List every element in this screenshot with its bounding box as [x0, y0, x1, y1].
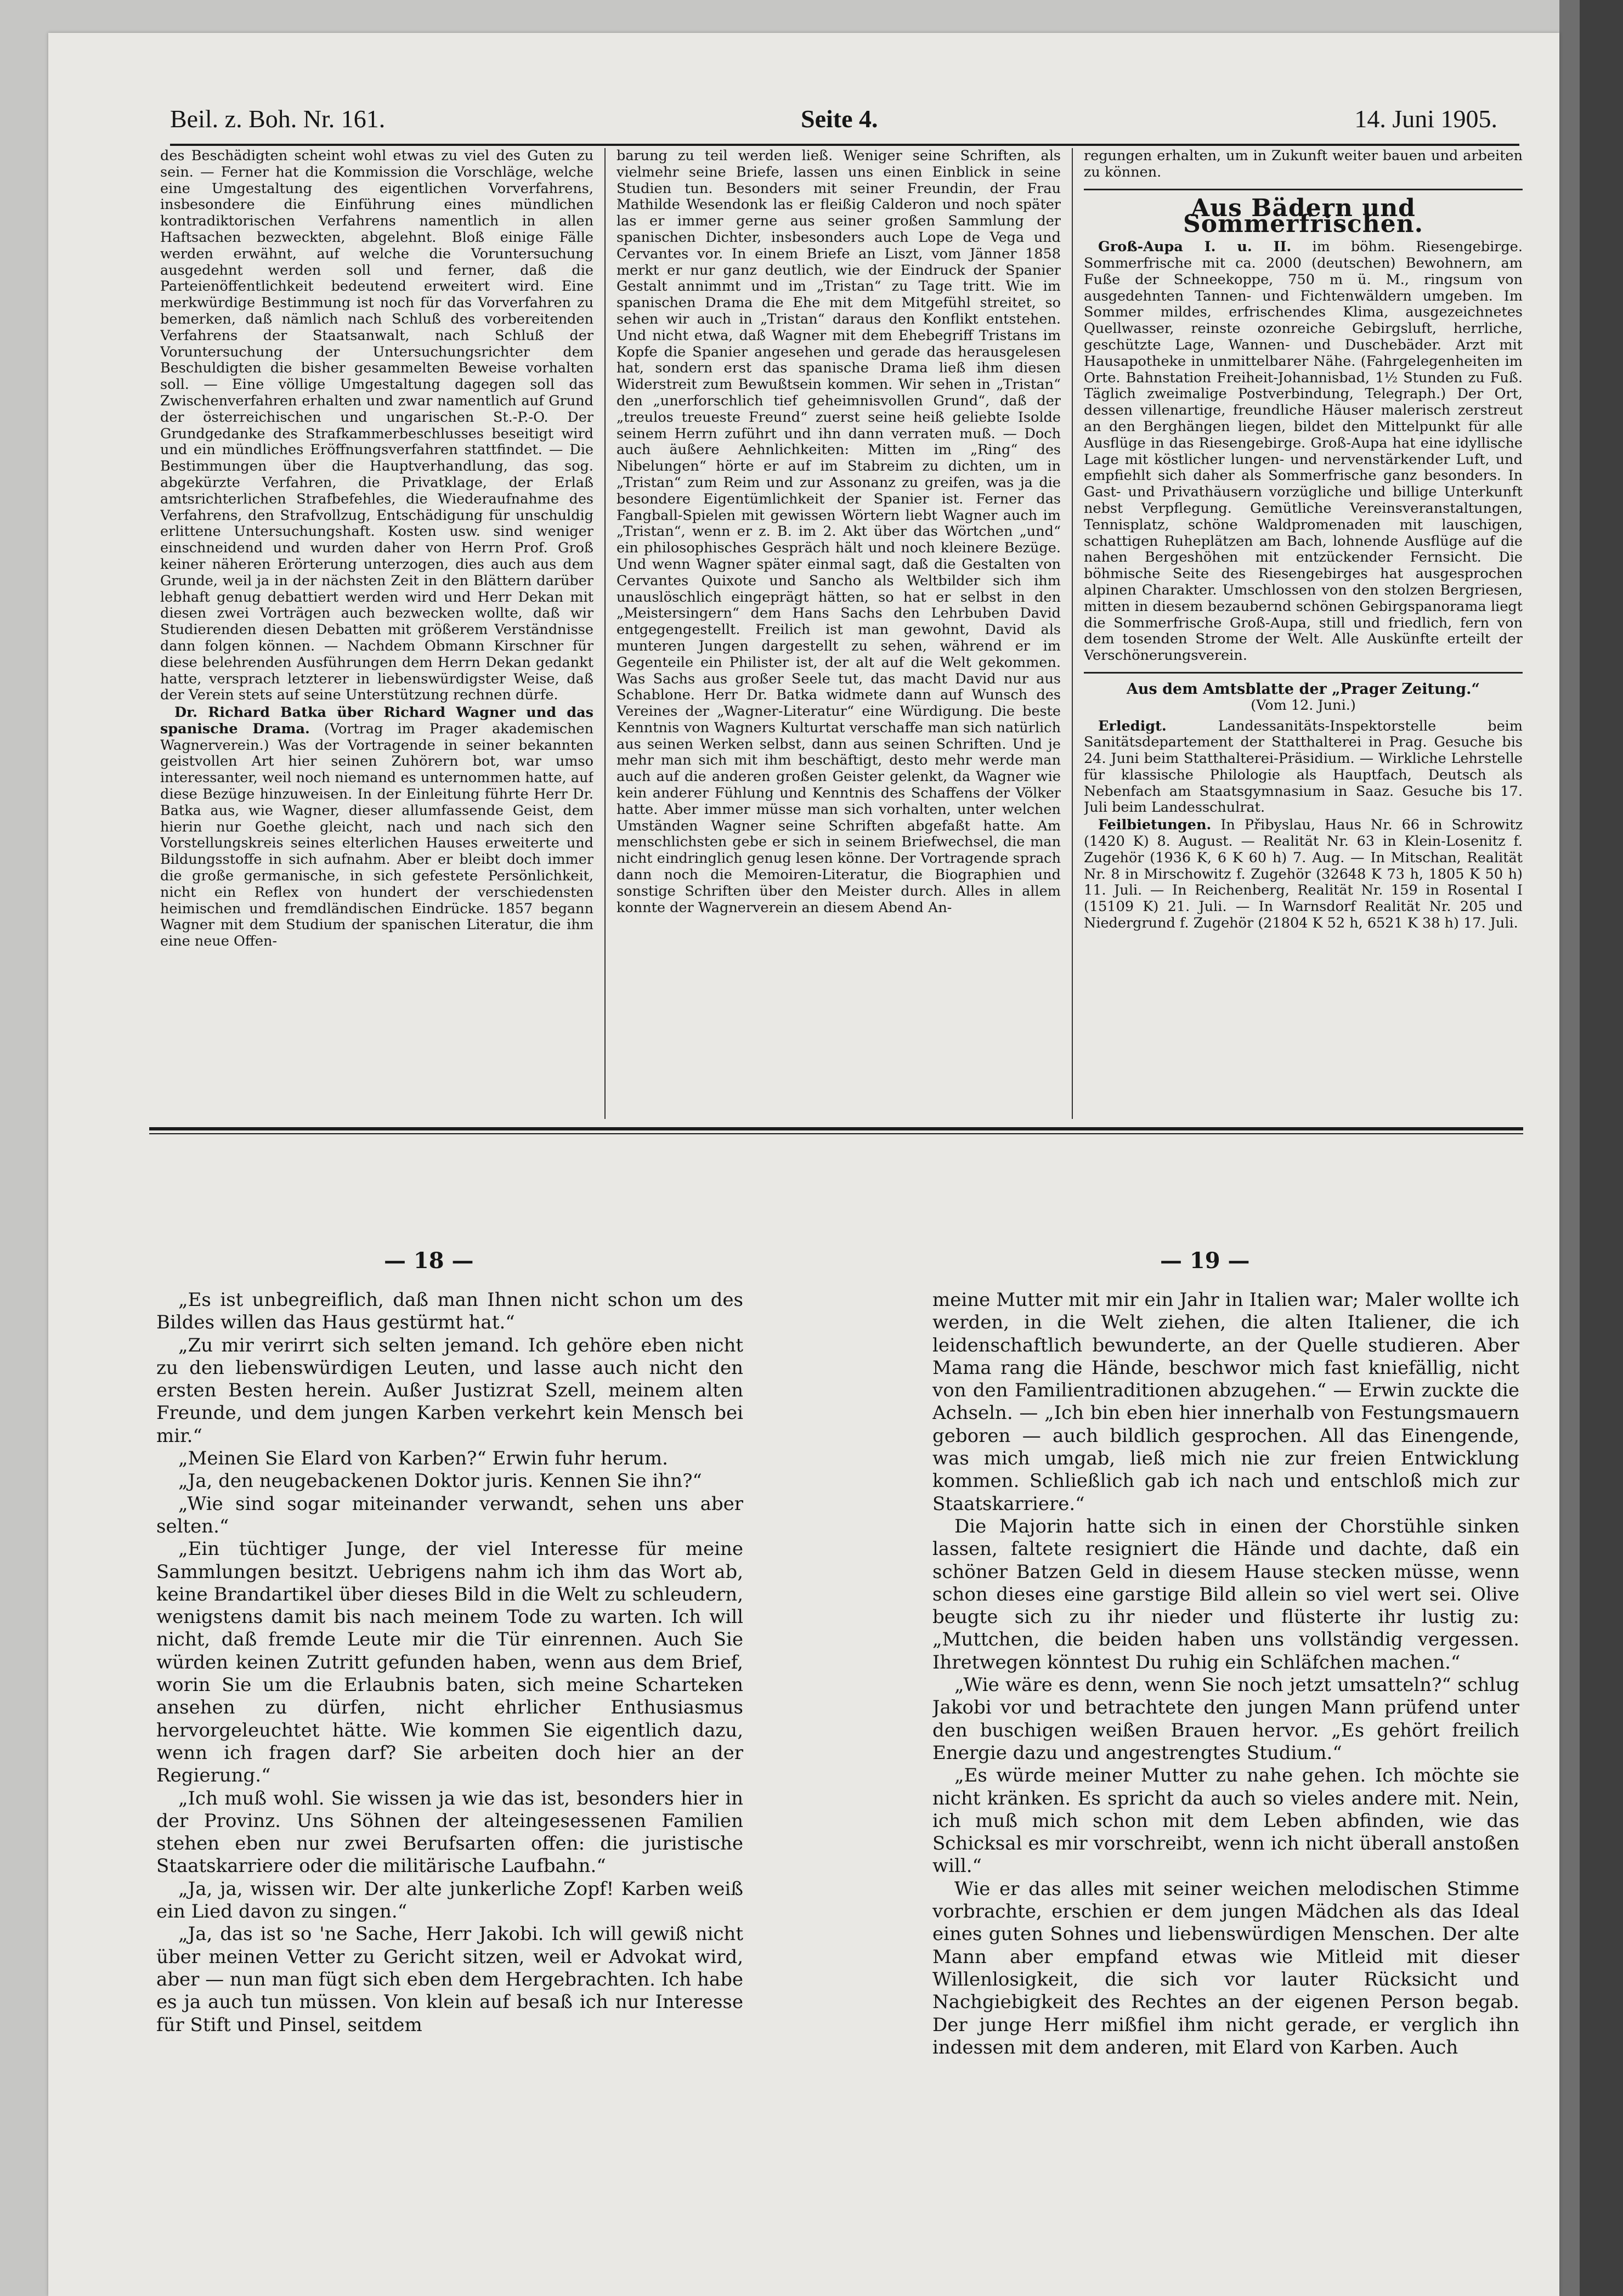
col3-paragraph-3-lead: Feilbietungen. [1098, 817, 1212, 834]
feuilleton-right-paragraph: „Wie wäre es denn, wenn Sie noch jetzt umsatteln?“ schlug Jakobi vor und betrachtete den jungen Mann prüfend unter den buschigen weißen Brauen hervor. „Es gehört freilich Energie dazu und angestrengtes Studium.“ [932, 1674, 1519, 1764]
col1-paragraph-2 [160, 705, 593, 950]
column-divider-2 [1072, 148, 1073, 1119]
section-title-amtsblatt: Aus dem Amtsblatte der „Prager Zeitung.“ [1126, 680, 1480, 698]
column-divider-1 [604, 148, 606, 1119]
header-date: 14. Juni 1905. [1354, 105, 1497, 133]
feuilleton-right-paragraph: Wie er das alles mit seiner weichen melodischen Stimme vorbrachte, erschien er dem jungen Mädchen als das Ideal eines guten Sohnes und liebenswürdigen Menschen. Der alte Mann aber empfand etwas wie Mitleid mit dieser Willenlosigkeit, die sich vor lauter Rücksicht und Nachgiebigkeit des Rechtes an der eigenen Person begab. Der junge Herr mißfiel ihm nicht gerade, er verglich ihn indessen mit dem anderen, mit Elard von Karben. Auch [932, 1877, 1519, 2059]
feuilleton-page-number-right: — 19 — [1160, 1248, 1250, 1274]
col1-paragraph-2-lead: Dr. Richard Batka über Richard Wagner und das spanische Drama. [160, 704, 593, 737]
page-header [126, 104, 1514, 143]
column-1 [160, 148, 593, 1119]
header-issue: Beil. z. Boh. Nr. 161. [170, 105, 386, 133]
col3-paragraph-1-body: im böhm. Riesengebirge. Sommerfrische mit ca. 2000 (deutschen) Bewohnern, am Fuße der Schneekoppe, 750 m ü. M., ringsum von ausgedehnten Tannen- und Fichtenwäldern umgeben. Im Sommer mildes, erfrischendes Klima, ausgezeichnetes Quellwasser, reinste ozonreiche Gebirgsluft, herrliche, geschützte Lage, Wannen- und Duschebäder. Arzt mit Hausapotheke in unmittelbarer Nähe. (Fahrgelegenheiten im Orte. Bahnstation Freiheit-Johannisbad, 1½ Stunden zu Fuß. Täglich zweimalige Postverbindung, Telegraph.) Der Ort, dessen villenartige, freundliche Häuser malerisch zerstreut an den Berghängen liegen, bildet den Mittelpunkt für alle Ausflüge in das Riesengebirge. Groß-Aupa hat eine idyllische Lage mit köstlicher lungen- und nervenstärkender Luft, und empfiehlt sich daher als Sommerfrische ganz besonders. In Gast- und Privathäusern vorzügliche und billige Unterkunft nebst Verpflegung. Gemütliche Vereinsveranstaltungen, Tennisplatz, schöne Waldpromenaden mit lauschigen, schattigen Ruheplätzen am Bach, lohnende Ausflüge auf die nahen Bergeshöhen mit entzückender Fernsicht. Die böhmische Seite des Riesengebirges hat ausgesprochen alpinen Charakter. Umschlossen von den stolzen Bergriesen, mitten in diesem bezaubernd schönen Gebirgspanorama liegt die Sommerfrische Groß-Aupa, still und friedlich, fern von dem tosenden Strome der Welt. Alle Auskünfte erteilt der Verschönerungsverein. [1084, 239, 1523, 664]
feuilleton-left-paragraph: „Ja, den neugebackenen Doktor juris. Kennen Sie ihn?“ [178, 1470, 702, 1492]
column-3 [1084, 148, 1523, 1119]
col1-paragraph-2-body: (Vortrag im Prager akademischen Wagnerverein.) Was der Vortragende in seiner bekannten geistvollen Art hier seinen Zuhörern bot, war umso interessanter, weil noch niemand es unternommen hatte, auf diese Bezüge hinzuweisen. In der Einleitung führte Herr Dr. Batka aus, wie Wagner, dieser allumfassende Geist, dem hierin nur Goethe gleicht, nach und nach sich den Vorstellungskreis seines elterlichen Hauses erweiterte und Bildungsstoffe in sich aufnahm. Aber er bleibt doch immer die große germanische, in sich gefestete Persönlichkeit, nicht ein Reflex von hundert der verschiedensten heimischen und fremdländischen Eindrücke. 1857 begann Wagner mit dem Studium der spanischen Literatur, die ihm eine neue Offen- [160, 720, 593, 950]
col3-paragraph-1 [1084, 239, 1523, 664]
col3-paragraph-2 [1084, 719, 1523, 817]
feuilleton-left-paragraph: „Wie sind sogar miteinander verwandt, sehen uns aber selten.“ [156, 1492, 743, 1537]
header-rule [170, 144, 1519, 146]
feuilleton-column-right [932, 1289, 1519, 2145]
scan-binding-shadow [1580, 0, 1623, 2296]
col2-paragraph-1: barung zu teil werden ließ. Weniger seine Schriften, als vielmehr seine Briefe, lassen uns einen Einblick in seine Studien tun. Besonders mit seiner Freundin, der Frau Mathilde Wesendonk las er fleißig Calderon und noch später las er immer gerne aus seiner großen Sammlung der spanischen Dichter, insbesonders auch Lope de Vega und Cervantes vor. In einem Briefe an Liszt, vom Jänner 1858 merkt er nur ganz deutlich, wie der Eindruck der Spanier Gestalt annimmt und im „Tristan“ zu Tage tritt. Wie im spanischen Drama die Ehe mit dem Mitgefühl streitet, so sehen wir auch in „Tristan“ daraus den Konflikt entstehen. Und nicht etwa, daß Wagner mit dem Ehebegriff Tristans im Kopfe die Spanier angesehen und gerade das herausgelesen hat, sondern erst das spanische Drama ließ ihm diesen Widerstreit zum Bewußtsein kommen. Wir sehen in „Tristan“ den „unerforschlich tief geheimnisvollen Grund“, daß der „treulos treueste Freund“ zuerst seine heiß geliebte Isolde seinem Herrn zuführt und ihn dann verraten muß. — Doch auch äußere Aehnlichkeiten: Mitten im „Ring“ des Nibelungen“ hörte er auf im Stabreim zu dichten, um in „Tristan“ zum Reim und zur Assonanz zu greifen, was ja die besondere Eigentümlichkeit der Spanier ist. Ferner das Fangball-Spielen mit gewissen Wörtern liebt Wagner auch im „Tristan“, wenn er z. B. im 2. Akt über das Wörtchen „und“ ein philosophisches Gespräch hält und noch kleinere Bezüge. Und wenn Wagner später einmal sagt, daß die Gestalten von Cervantes Quixote und Sancho als Weltbilder sich ihm unauslöschlich eingeprägt hätten, so hat er selbst in den „Meistersingern“ dem Hans Sachs den Lehrbuben David entgegengestellt. Freilich ist man gewohnt, David als munteren Jungen dargestellt zu sehen, während er im Gegenteile ein Philister ist, der alt auf die Welt gekommen. Was Sachs aus großer Seele tut, das macht David nur aus Schablone. Herr Dr. Batka widmete dann auf Wunsch des Vereines der „Wagner-Literatur“ eine Würdigung. Die beste Kenntnis von Wagners Kulturtat verschaffe man sich natürlich aus seinen Werken selbst, dann aus seinen Schriften. Und je mehr man sich mit ihm beschäftigt, desto mehr werde man auch auf die anderen großen Geister gelenkt, da Wagner wie kein anderer Fühlung und Kenntnis des Schaffens der Völker hatte. Aber immer müsse man sich vorhalten, unter welchen Umständen Wagner seine Schriften abgefaßt hatte. Am menschlichsten gebe er sich in seinem Briefwechsel, die man nicht eindringlich genug lesen könne. Der Vortragende sprach dann noch die Memoiren-Literatur, die Biographien und sonstige Schriften über den Meister durch. Alles in allem konnte der Wagnerverein an diesem Abend An- [617, 148, 1061, 916]
col3-rule-2 [1084, 672, 1523, 674]
feuilleton-right-paragraph: „Es würde meiner Mutter zu nahe gehen. Ich möchte sie nicht kränken. Es spricht da auch so vieles andere mit. Nein, ich muß mich schon mit dem Leben abfinden, wie das Schicksal es mir vorschreibt, wenn ich nicht überall anstoßen will.“ [932, 1765, 1519, 1877]
feuilleton-left-paragraph: „Ja, das ist so 'ne Sache, Herr Jakobi. Ich will gewiß nicht über meinen Vetter zu Gericht sitzen, weil er Advokat wird, aber — nun man fügt sich eben dem Hergebrachten. Ich habe es ja auch tun müssen. Von klein auf besaß ich nur Interesse für Stift und Pinsel, seitdem [156, 1923, 743, 2036]
feuilleton-page-number-left: — 18 — [384, 1248, 474, 1274]
feuilleton-left-paragraph: „Meinen Sie Elard von Karben?“ Erwin fuhr herum. [178, 1447, 668, 1470]
section-divider-bottom [149, 1133, 1523, 1134]
section-divider-top [149, 1127, 1523, 1130]
section-title-baeder: Aus Bädern und Sommerfrischen. [1183, 194, 1424, 239]
col3-paragraph-1-lead: Groß-Aupa I. u. II. [1098, 239, 1292, 256]
feuilleton-column-left [156, 1289, 743, 2145]
header-page-number: Seite 4. [801, 105, 878, 133]
feuilleton-left-paragraph: „Ein tüchtiger Junge, der viel Interesse für meine Sammlungen besitzt. Uebrigens nahm ich ihm das Wort ab, keine Brandartikel über dieses Bild in die Welt zu schleudern, wenigstens damit bis nach meinem Tode zu warten. Ich will nicht, daß fremde Leute mir die Tür einrennen. Auch Sie würden keinen Zutritt gefunden haben, wenn aus dem Brief, worin Sie um die Erlaubnis baten, sich meine Scharteken ansehen zu dürfen, nicht ehrlicher Enthusiasmus hervorgeleuchtet hätte. Wie kommen Sie eigentlich dazu, wenn ich fragen darf? Sie arbeiten doch hier an der Regierung.“ [156, 1538, 743, 1787]
col1-paragraph-1: des Beschädigten scheint wohl etwas zu viel des Guten zu sein. — Ferner hat die Kommission die Vorschläge, welche eine Umgestaltung des eigentlichen Vorverfahrens, insbesondere die Einführung eines mündlichen kontradiktorischen Verfahrens namentlich in allen Haftsachen bezweckten, abgelehnt. Bloß einige Fälle werden erwähnt, auf welche die Voruntersuchung ausgedehnt werden soll und ferner, daß die Parteienöffentlichkeit bedeutend erweitert wird. Eine merkwürdige Bestimmung ist noch für das Vorverfahren zu bemerken, daß nämlich nach Schluß des vorbereitenden Verfahrens der Staatsanwalt, nach Schluß der Voruntersuchung der Untersuchungsrichter dem Beschuldigten die bisher gesammelten Beweise vorhalten soll. — Eine völlige Umgestaltung dagegen soll das Zwischenverfahren erhalten und zwar namentlich auf Grund der österreichischen und ungarischen St.-P.-O. Der Grundgedanke des Strafkammerbeschlusses beseitigt wird und ein mündliches Eröffnungsverfahren stattfindet. — Die Bestimmungen über die Hauptverhandlung, das sog. abgekürzte Verfahren, die Privatklage, der Erlaß amtsrichterlichen Strafbefehles, die Wiederaufnahme des Verfahrens, den Strafvollzug, Entschädigung für unschuldig erlittene Untersuchungshaft. Kosten usw. sind weniger einschneidend und wurden daher von Herrn Prof. Groß keiner näheren Erörterung unterzogen, dies auch aus dem Grunde, weil ja in der nächsten Zeit in den Blättern darüber lebhaft genug debattiert werden wird und Herr Dekan mit diesen zwei Vorträgen auch bezwecken wollte, daß wir Studierenden diesen Debatten mit größerem Verständnisse dann folgen können. — Nachdem Obmann Kirschner für diese belehrenden Ausführungen dem Herrn Dekan gedankt hatte, versprach letzterer in liebenswürdigster Weise, daß der Verein stets auf seine Unterstützung rechnen dürfe. [160, 148, 593, 704]
column-2 [617, 148, 1061, 1119]
feuilleton-left-paragraph: „Zu mir verirrt sich selten jemand. Ich gehöre eben nicht zu den liebenswürdigen Leuten, und lasse auch nicht den ersten Besten herein. Außer Justizrat Szell, meinem alten Freunde, und dem jungen Karben verkehrt kein Mensch bei mir.“ [156, 1334, 743, 1447]
feuilleton-left-paragraph: „Ja, ja, wissen wir. Der alte junkerliche Zopf! Karben weiß ein Lied davon zu singen.“ [156, 1877, 743, 1923]
feuilleton-right-paragraph: meine Mutter mit mir ein Jahr in Italien war; Maler wollte ich werden, in die Welt ziehen, die alten Italiener, die ich leidenschaftlich bewunderte, an der Quelle studieren. Aber Mama rang die Hände, beschwor mich fast kniefällig, nicht von den Familientraditionen abzugehen.“ — Erwin zuckte die Achseln. — „Ich bin eben hier innerhalb von Festungsmauern geboren — auch bildlich gesprochen. All das Einengende, was mich umgab, ließ mich nie zur freien Entwicklung kommen. Schließlich gab ich nach und entschloß mich zur Staatskarriere.“ [932, 1289, 1519, 1515]
col3-rule-1 [1084, 189, 1523, 190]
col3-paragraph-3 [1084, 817, 1523, 932]
amtsblatt-date: (Vom 12. Juni.) [1251, 697, 1356, 714]
col3-paragraph-3-body: In Přibyslau, Haus Nr. 66 in Schrowitz (1420 K) 8. August. — Realität Nr. 63 in Klein-Losenitz f. Zugehör (1936 K, 6 K 60 h) 7. Aug. — In Mitschan, Realität Nr. 8 in Mirschowitz f. Zugehör (32648 K 73 h, 1805 K 50 h) 11. Juli. — In Reichenberg, Realität Nr. 159 in Rosental I (15109 K) 21. Juli. — In Warnsdorf Realität Nr. 205 und Niedergrund f. Zugehör (21804 K 52 h, 6521 K 38 h) 17. Juli. [1084, 817, 1523, 932]
col3-paragraph-2-lead: Erledigt. [1098, 717, 1167, 734]
feuilleton-right-paragraph: Die Majorin hatte sich in einen der Chorstühle sinken lassen, faltete resigniert die Hände und dachte, daß ein schöner Batzen Geld in diesem Hause stecken müsse, wenn schon dieses eine garstige Bild allein so viel wert sei. Olive beugte sich zu ihr nieder und flüsterte ihr lustig zu: „Muttchen, die beiden haben uns vollständig vergessen. Ihretwegen könntest Du ruhig ein Schläfchen machen.“ [932, 1515, 1519, 1673]
col3-paragraph-0: regungen erhalten, um in Zukunft weiter bauen und arbeiten zu können. [1084, 148, 1523, 180]
feuilleton-left-paragraph: „Es ist unbegreiflich, daß man Ihnen nicht schon um des Bildes willen das Haus gestürmt hat.“ [156, 1289, 743, 1334]
feuilleton-left-paragraph: „Ich muß wohl. Sie wissen ja wie das ist, besonders hier in der Provinz. Uns Söhnen der alteingesessenen Familien stehen eben nur zwei Berufsarten offen: die juristische Staatskarriere oder die militärische Laufbahn.“ [156, 1787, 743, 1877]
col3-paragraph-2-body: Landessanitäts-Inspektorstelle beim Sanitätsdepartement der Statthalterei in Prag. Gesuche bis 24. Juni beim Statthalterei-Präsidium. — Wirkliche Lehrstelle für klassische Philologie als Hauptfach, Deutsch als Nebenfach am Staatsgymnasium in Saaz. Gesuche bis 17. Juli beim Landesschulrat. [1084, 717, 1523, 816]
